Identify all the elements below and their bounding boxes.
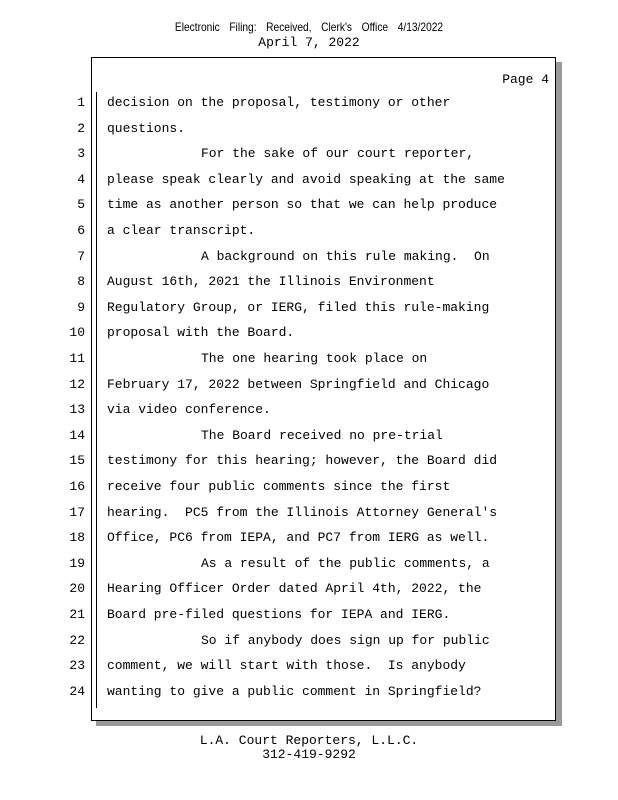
transcript-line (0, 400, 618, 420)
line-text: via video conference. (107, 402, 271, 418)
transcript-line (0, 528, 618, 548)
line-text: hearing. PC5 from the Illinois Attorney General's (107, 504, 498, 520)
line-number: 9 (77, 299, 85, 315)
line-number: 21 (69, 607, 85, 622)
transcript-line (0, 247, 618, 267)
line-text: proposal with the Board. (107, 325, 295, 341)
line-number: 20 (69, 581, 85, 597)
line-text: please speak clearly and avoid speaking at the same (107, 171, 505, 187)
line-number: 5 (77, 197, 85, 213)
line-text: August 16th, 2021 the Illinois Environment (107, 274, 435, 290)
line-number: 19 (69, 555, 85, 571)
line-number: 17 (69, 504, 85, 520)
line-number: 1 (77, 95, 85, 110)
transcript-line (0, 375, 618, 395)
transcript-line (0, 554, 618, 574)
line-text: wanting to give a public comment in Springfield? (107, 683, 482, 699)
transcript-line (0, 272, 618, 292)
line-number: 2 (77, 120, 85, 136)
transcript-line (0, 144, 618, 164)
line-number: 18 (69, 530, 85, 546)
line-number: 22 (69, 632, 85, 648)
transcript-line (0, 298, 618, 318)
line-number: 24 (69, 683, 85, 699)
transcript-line (0, 682, 618, 702)
transcript-line (0, 579, 618, 599)
transcript-line (0, 221, 618, 241)
page-number: Page 4 (502, 72, 549, 87)
line-number: 11 (69, 351, 85, 366)
line-text: The Board received no pre-trial (201, 427, 443, 443)
line-number: 3 (77, 146, 85, 162)
transcript-line (0, 349, 618, 369)
line-text: Hearing Officer Order dated April 4th, 2022, the (107, 581, 482, 597)
line-number: 8 (77, 274, 85, 290)
transcript-date: April 7, 2022 (258, 35, 360, 50)
transcript-line (0, 170, 618, 190)
line-number: 12 (69, 376, 85, 392)
transcript-line (0, 323, 618, 343)
line-text: Board pre-filed questions for IEPA and IERG. (107, 607, 451, 622)
line-text: comment, we will start with those. Is anybody (107, 658, 466, 674)
line-text: time as another person so that we can help produce (107, 197, 498, 213)
line-number: 16 (69, 479, 85, 494)
line-text: receive four public comments since the first (107, 479, 451, 494)
transcript-line (0, 119, 618, 139)
line-text: As a result of the public comments, a (201, 555, 490, 571)
footer-company: L.A. Court Reporters, L.L.C. (199, 733, 419, 748)
line-text: For the sake of our court reporter, (201, 146, 475, 162)
line-number: 13 (69, 402, 85, 418)
transcript-line (0, 93, 618, 113)
transcript-line (0, 451, 618, 471)
line-number: 4 (77, 171, 85, 187)
footer-phone: 312-419-9292 (262, 747, 356, 762)
transcript-line (0, 477, 618, 497)
line-text: February 17, 2022 between Springfield and Chicago (107, 376, 490, 392)
transcript-line (0, 503, 618, 523)
line-number: 7 (77, 248, 85, 264)
line-text: testimony for this hearing; however, the Board did (107, 453, 498, 469)
line-text: So if anybody does sign up for public (201, 632, 490, 648)
line-text: Office, PC6 from IEPA, and PC7 from IERG as well. (107, 530, 490, 546)
transcript-line (0, 605, 618, 625)
transcript-line (0, 195, 618, 215)
line-number: 6 (77, 223, 85, 238)
line-number: 23 (69, 658, 85, 674)
line-text: A background on this rule making. On (201, 248, 490, 264)
filing-stamp: Electronic Filing: Received, Clerk's Office 4/13/2022 (174, 20, 444, 34)
transcript-line (0, 656, 618, 676)
line-text: The one hearing took place on (201, 351, 428, 366)
line-text: a clear transcript. (107, 223, 256, 238)
line-text: decision on the proposal, testimony or other (107, 95, 451, 110)
line-number: 10 (69, 325, 85, 341)
line-number: 15 (69, 453, 85, 469)
transcript-line (0, 426, 618, 446)
line-text: questions. (107, 120, 186, 136)
line-number: 14 (69, 427, 85, 443)
transcript-line (0, 631, 618, 651)
line-text: Regulatory Group, or IERG, filed this rule-making (107, 299, 490, 315)
